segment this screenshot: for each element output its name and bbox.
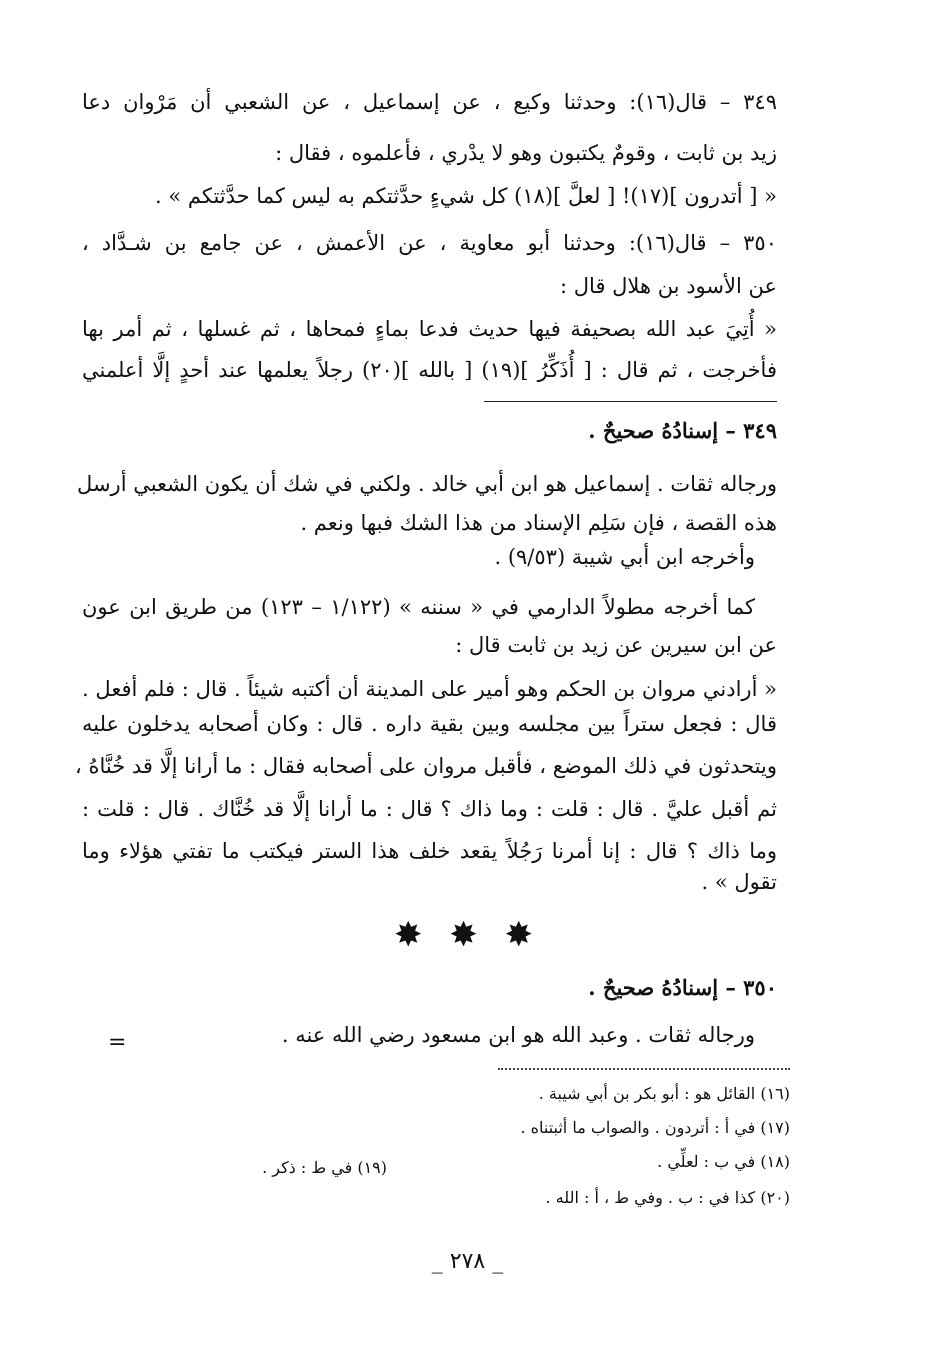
hadith-350-line-1: ٣٥٠ – قال(١٦): وحدثنا أبو معاوية ، عن الأعمش ، عن جامع بن شـدَّاد ،	[82, 231, 777, 255]
text-commentary-divider	[484, 401, 777, 402]
commentary-349-line-5: عن ابن سيرين عن زيد بن ثابت قال :	[455, 633, 777, 657]
commentary-349-line-11: تقول » .	[701, 870, 777, 894]
commentary-349-line-10: وما ذاك ؟ قال : إنا أمرنا رَجُلاً يقعد خلف هذا الستر فيكتب ما تفتي هؤلاء وما	[82, 839, 777, 863]
hadith-350-line-3: « أُتِيَ عبد الله بصحيفة فيها حديث فدعا بماءٍ فمحاها ، ثم غسلها ، ثم أمر بها	[82, 317, 777, 341]
commentary-349-line-2: هذه القصة ، فإن سَلِم الإسناد من هذا الشك فبها ونعم .	[300, 511, 777, 535]
footnotes-divider	[498, 1068, 790, 1070]
page-number: _ ٢٧٨ _	[431, 1249, 504, 1274]
commentary-350-line-1: ورجاله ثقات . وعبد الله هو ابن مسعود رضي الله عنه .	[281, 1023, 755, 1047]
footnote-18: (١٨) في ب : لعلِّي .	[657, 1152, 790, 1171]
commentary-349-line-7: قال : فجعل ستراً بين مجلسه وبين بقية داره . قال : وكان أصحابه يدخلون عليه	[82, 712, 777, 736]
footnote-20: (٢٠) كذا في : ب . وفي ط ، أ : الله .	[545, 1188, 790, 1207]
commentary-349-line-6: « أرادني مروان بن الحكم وهو أمير على المدينة أن أكتبه شيئاً . قال : فلم أفعل .	[82, 677, 777, 701]
footnote-16: (١٦) القائل هو : أبو بكر بن أبي شيبة .	[538, 1084, 790, 1103]
commentary-349-line-1: ورجاله ثقات . إسماعيل هو ابن أبي خالد . ولكني في شك أن يكون الشعبي أرسل	[77, 472, 777, 496]
commentary-349-line-3: وأخرجه ابن أبي شيبة (٩/٥٣) .	[494, 545, 755, 569]
hadith-350-line-2: عن الأسود بن هلال قال :	[560, 274, 777, 298]
hadith-350-line-4: فأخرجت ، ثم قال : [ أُذَكِّرُ ](١٩) [ بالله ](٢٠) رجلاً يعلمها عند أحدٍ إلَّا أعلمني	[82, 358, 777, 382]
commentary-350-heading: ٣٥٠ – إسنادُهُ صحيحٌ .	[588, 975, 777, 1000]
commentary-349-heading: ٣٤٩ – إسنادُهُ صحيحٌ .	[588, 418, 777, 443]
commentary-349-line-4: كما أخرجه مطولاً الدارمي في « سننه » (١/١٢٢ – ١٢٣) من طريق ابن عون	[82, 595, 755, 619]
hadith-349-line-3: « [ أتدرون ](١٧)! [ لعلَّ ](١٨) كل شيءٍ حدَّثتكم به ليس كما حدَّثتكم » .	[155, 184, 777, 208]
hadith-349-line-1: ٣٤٩ – قال(١٦): وحدثنا وكيع ، عن إسماعيل ، عن الشعبي أن مَرْوان دعا	[82, 90, 777, 114]
continuation-mark: =	[108, 1030, 127, 1055]
hadith-349-line-2: زيد بن ثابت ، وقومٌ يكتبون وهو لا يدْري ، فأعلموه ، فقال :	[275, 141, 777, 165]
commentary-349-line-9: ثم أقبل عليَّ . قال : قلت : وما ذاك ؟ قال : ما أرانا إلَّا قد خُنَّاك . قال : قلت :	[82, 797, 777, 821]
footnote-19: (١٩) في ط : ذكر .	[262, 1158, 387, 1177]
footnote-17: (١٧) في أ : أتردون . والصواب ما أثبتناه .	[520, 1118, 790, 1137]
commentary-349-line-8: ويتحدثون في ذلك الموضع ، فأقبل مروان على أصحابه فقال : ما أرانا إلَّا قد خُنَّاهُ ،	[75, 754, 777, 778]
section-separator-stars: ✸ ✸ ✸	[393, 915, 542, 955]
